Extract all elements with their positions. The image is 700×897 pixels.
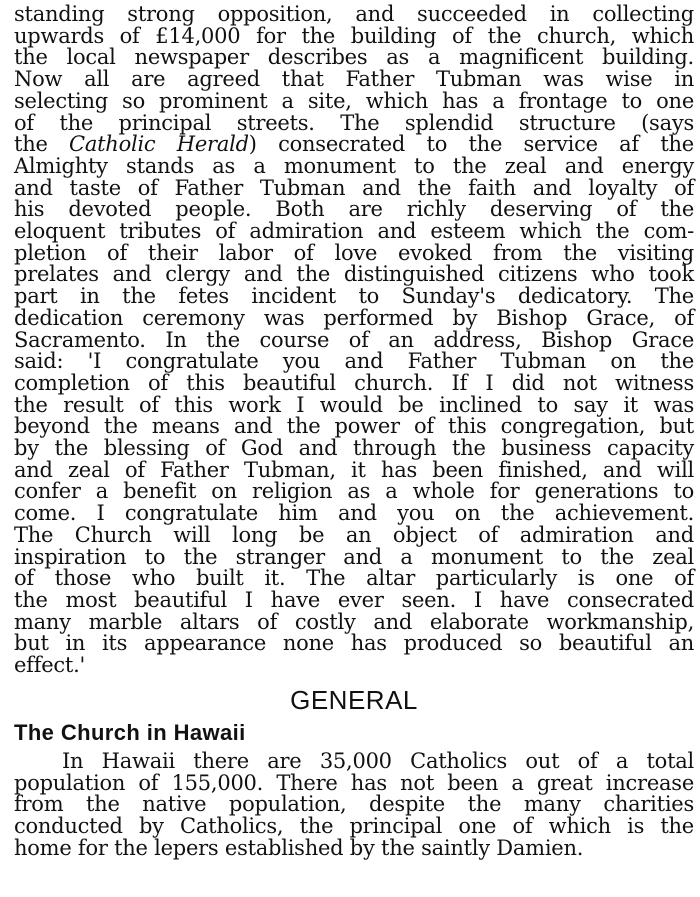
text-line: In Hawaii there are 35,000 Catholics out of a total [62, 748, 694, 773]
text-line: by the blessing of God and through the business capacity [14, 436, 694, 461]
text-line: said: 'I congratulate you and Father Tubman on the [14, 349, 694, 374]
text-line: prelates and clergy and the distinguished citizens who took [14, 262, 694, 287]
text-line: standing strong opposition, and succeeded in collecting [14, 2, 694, 26]
text-line: part in the fetes incident to Sunday's dedicatory. The [14, 284, 694, 309]
text-line: effect.' [14, 653, 86, 678]
text-line: The Church will long be an object of admiration and [14, 522, 694, 547]
text-line: of those who built it. The altar particularly is one of [14, 566, 694, 591]
text-line: home for the lepers established by the saintly Damien. [14, 835, 584, 860]
text-line: the most beautiful I have ever seen. I have consecrated [14, 587, 694, 612]
text-segment: ) consecrated to the service af the [248, 132, 694, 157]
text-line: of the principal streets. The splendid structure (says [14, 110, 694, 135]
section-heading: GENERAL [290, 684, 418, 715]
newspaper-title: Catholic Herald [69, 132, 249, 157]
text-line: population of 155,000. There has not been a great increase [14, 770, 694, 795]
paragraph-church-in-hawaii [14, 748, 694, 860]
text-line [14, 134, 694, 156]
text-segment: the [14, 132, 70, 157]
text-line: and taste of Father Tubman and the faith and loyalty of [14, 175, 694, 200]
text-line: upwards of £14,000 for the building of the church, which [14, 23, 694, 48]
text-line: dedication ceremony was performed by Bishop Grace, of [14, 305, 694, 330]
text-line: come. I congratulate him and you on the achievement. [14, 501, 694, 526]
text-line: Almighty stands as a monument to the zeal and energy [14, 153, 694, 178]
text-line: but in its appearance none has produced so beautiful an [14, 631, 694, 656]
text-line: the local newspaper describes as a magnificent building. [14, 45, 694, 70]
text-line: pletion of their labor of love evoked from the visiting [14, 240, 694, 265]
text-line: beyond the means and the power of this congregation, but [14, 414, 694, 439]
text-line: selecting so prominent a site, which has a frontage to one [14, 88, 694, 113]
text-line: the result of this work I would be inclined to say it was [14, 392, 694, 417]
text-line: and zeal of Father Tubman, it has been finished, and will [14, 457, 694, 482]
text-line: eloquent tributes of admiration and esteem which the com- [14, 219, 694, 244]
text-line: Sacramento. In the course of an address, Bishop Grace [14, 327, 694, 352]
text-line: from the native population, despite the many charities [14, 792, 694, 817]
text-line: confer a benefit on religion as a whole for generations to [14, 479, 694, 504]
document-page [14, 4, 694, 859]
text-line: completion of this beautiful church. If I did not witness [14, 370, 694, 395]
text-line: inspiration to the stranger and a monument to the zeal [14, 544, 694, 569]
text-line: many marble altars of costly and elaborate workmanship, [14, 609, 694, 634]
text-line: conducted by Catholics, the principal one of which is the [14, 813, 694, 838]
text-line: Now all are agreed that Father Tubman was wise in [14, 67, 694, 92]
article-subheading: The Church in Hawaii [14, 719, 246, 745]
text-line: his devoted people. Both are richly deserving of the [14, 197, 694, 222]
paragraph-church-dedication [14, 4, 694, 677]
